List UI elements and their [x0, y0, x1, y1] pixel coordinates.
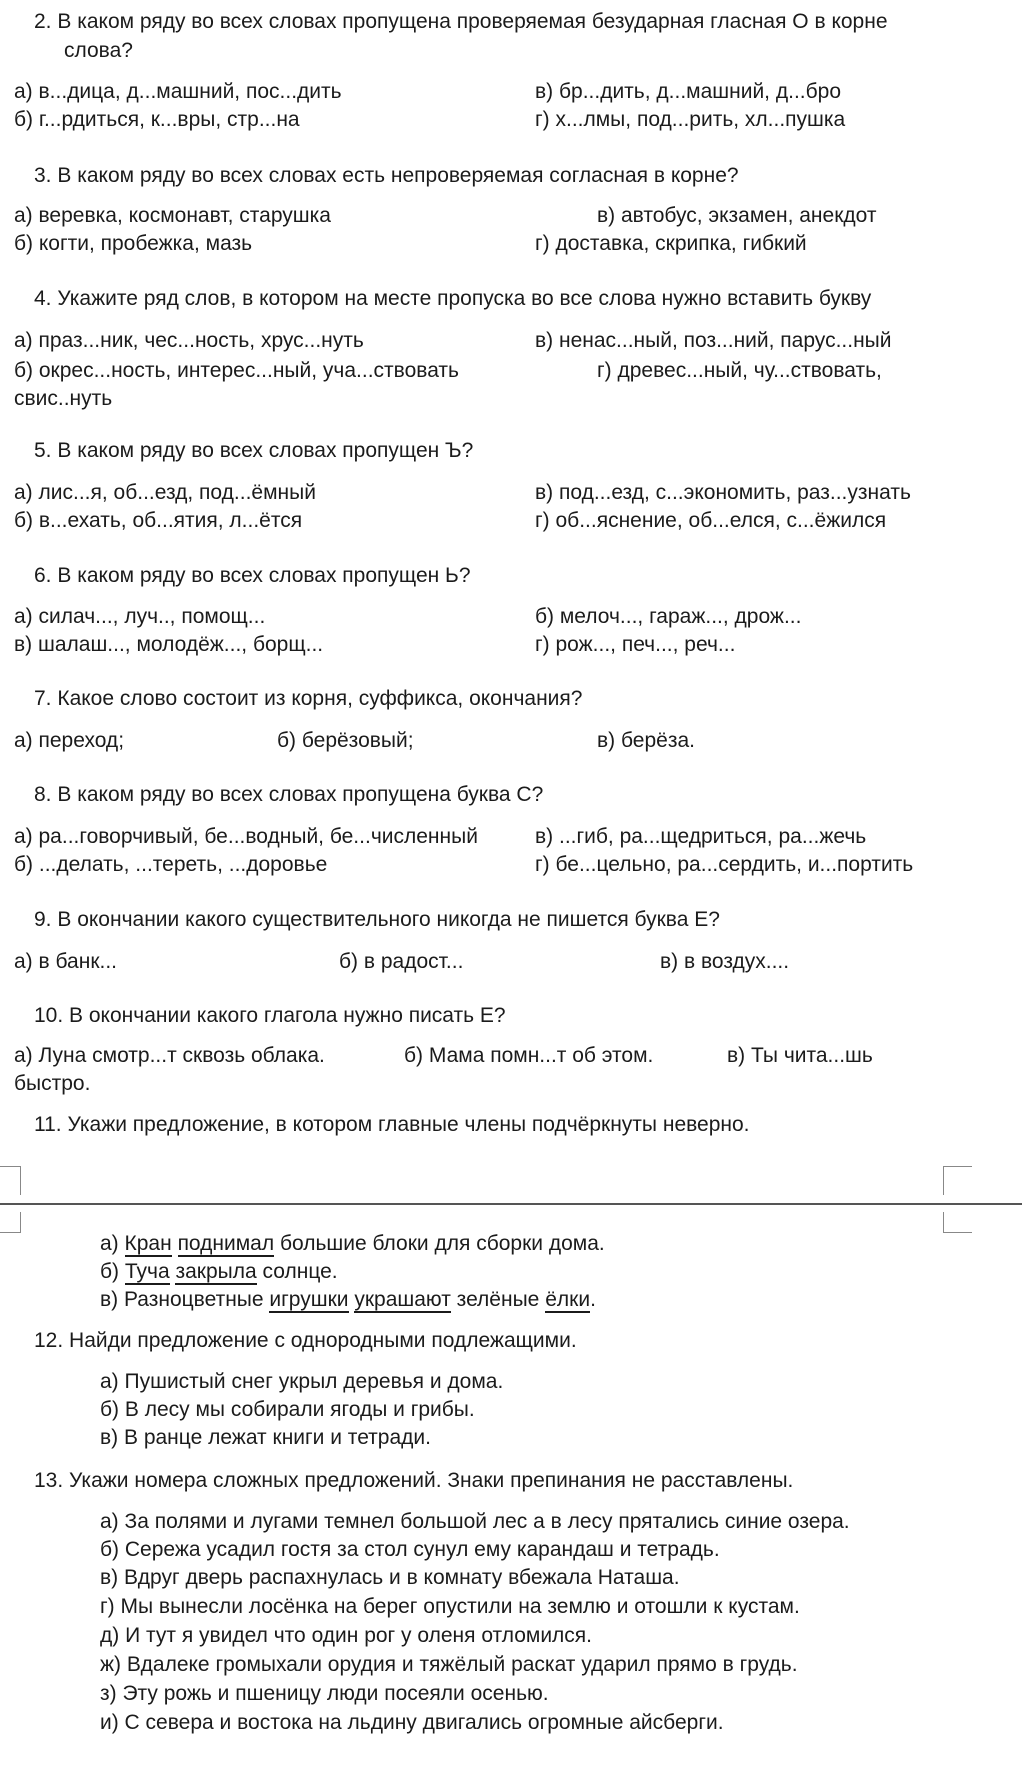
q4-title: 4. Укажите ряд слов, в котором на месте пропуска во все слова нужно вставить букву — [34, 287, 872, 310]
q13-item: д) И тут я увидел что один рог у оленя отломился. — [100, 1624, 593, 1647]
q2-option-a: а) в...дица, д...машний, пос...дить — [14, 80, 342, 103]
q11-a-space — [172, 1232, 178, 1255]
q11-a-prefix: а) — [100, 1232, 125, 1255]
q6-option-v: в) шалаш..., молодёж..., борщ... — [14, 633, 324, 656]
q5-option-a: а) лис...я, об...езд, под...ёмный — [14, 481, 316, 504]
q13-item: г) Мы вынесли лосёнка на берег опустили на землю и отошли к кустам. — [100, 1595, 800, 1618]
q13-item: з) Эту рожь и пшеницу люди посеяли осенью. — [100, 1682, 549, 1705]
q12-option-b: б) В лесу мы собирали ягоды и грибы. — [100, 1398, 475, 1421]
q6-option-a: а) силач..., луч.., помощ... — [14, 605, 266, 628]
q11-option-b — [100, 1258, 338, 1286]
q3-title: 3. В каком ряду во всех словах есть непроверяемая согласная в корне? — [34, 164, 739, 187]
q5-option-v: в) под...езд, с...экономить, раз...узнать — [535, 481, 911, 504]
q4-option-g-cont: свис..нуть — [14, 387, 113, 410]
q11-v-prefix: в) Разноцветные — [100, 1288, 270, 1311]
q13-item: а) За полями и лугами темнел большой лес а в лесу прятались синие озера. — [100, 1510, 850, 1533]
q10-option-v-cont: быстро. — [14, 1072, 91, 1095]
q10-option-v: в) Ты чита...шь — [727, 1044, 873, 1067]
q11-b-predicate: закрыла — [175, 1260, 257, 1283]
page-corner-left-bottom — [0, 1212, 21, 1233]
q5-option-g: г) об...яснение, об...елся, с...ёжился — [535, 509, 887, 532]
q11-b-prefix: б) — [100, 1260, 125, 1283]
q2-title: 2. В каком ряду во всех словах пропущена проверяемая безударная гласная О в корне — [34, 10, 888, 33]
q11-b-subject: Туча — [124, 1260, 170, 1283]
q13-item: б) Сережа усадил гостя за стол сунул ему карандаш и тетрадь. — [100, 1538, 720, 1561]
q11-option-a — [100, 1230, 605, 1258]
q11-a-subject: Кран — [124, 1232, 172, 1255]
q12-option-a: а) Пушистый снег укрыл деревья и дома. — [100, 1370, 504, 1393]
q6-title: 6. В каком ряду во всех словах пропущен Ь? — [34, 564, 471, 587]
q13-item: в) Вдруг дверь распахнулась и в комнату вбежала Наташа. — [100, 1566, 680, 1589]
q2-option-v: в) бр...дить, д...машний, д...бро — [535, 80, 841, 103]
q3-option-b: б) когти, пробежка, мазь — [14, 232, 253, 255]
q3-option-a: а) веревка, космонавт, старушка — [14, 204, 331, 227]
q8-option-a: а) ра...говорчивый, бе...водный, бе...численный — [14, 825, 478, 848]
q11-option-v — [100, 1286, 596, 1314]
q12-title: 12. Найди предложение с однородными подлежащими. — [34, 1329, 577, 1352]
q4-option-b: б) окрес...ность, интерес...ный, уча...ствовать — [14, 359, 459, 382]
q7-title: 7. Какое слово состоит из корня, суффикса, окончания? — [34, 687, 583, 710]
q10-option-a: а) Луна смотр...т сквозь облака. — [14, 1044, 325, 1067]
q3-option-v: в) автобус, экзамен, анекдот — [597, 204, 877, 227]
q6-option-b: б) мелоч..., гараж..., дрож... — [535, 605, 802, 628]
q5-title: 5. В каком ряду во всех словах пропущен Ъ? — [34, 439, 474, 462]
q13-title: 13. Укажи номера сложных предложений. Знаки препинания не расставлены. — [34, 1469, 794, 1492]
q8-title: 8. В каком ряду во всех словах пропущена буква С? — [34, 783, 544, 806]
q11-a-predicate: поднимал — [177, 1232, 275, 1255]
page-divider — [0, 1203, 1022, 1205]
q9-option-b: б) в радост... — [339, 950, 464, 973]
q7-option-v: в) берёза. — [597, 729, 695, 752]
q11-v-subject: игрушки — [269, 1288, 349, 1311]
q6-option-g: г) рож..., печ..., реч... — [535, 633, 736, 656]
page-corner-right-top — [943, 1166, 972, 1195]
page-corner-right-bottom — [943, 1212, 972, 1233]
q8-option-g: г) бе...цельно, ра...сердить, и...портить — [535, 853, 914, 876]
q4-option-a: а) праз...ник, чес...ность, хрус...нуть — [14, 329, 364, 352]
q7-option-a: а) переход; — [14, 729, 125, 752]
q8-option-v: в) ...гиб, ра...щедриться, ра...жечь — [535, 825, 867, 848]
q11-v-predicate: украшают — [354, 1288, 451, 1311]
q9-option-v: в) в воздух.... — [660, 950, 790, 973]
q7-option-b: б) берёзовый; — [277, 729, 414, 752]
q11-title: 11. Укажи предложение, в котором главные члены подчёркнуты неверно. — [34, 1113, 750, 1136]
q13-item: ж) Вдалеке громыхали орудия и тяжёлый раскат ударил прямо в грудь. — [100, 1653, 798, 1676]
q9-option-a: а) в банк... — [14, 950, 118, 973]
q11-v-object: ёлки — [545, 1288, 591, 1311]
q10-option-b: б) Мама помн...т об этом. — [404, 1044, 654, 1067]
q11-a-rest: большие блоки для сборки дома. — [274, 1232, 605, 1255]
q9-title: 9. В окончании какого существительного никогда не пишется буква Е? — [34, 908, 720, 931]
q5-option-b: б) в...ехать, об...ятия, л...ётся — [14, 509, 303, 532]
q2-title-cont: слова? — [64, 39, 133, 62]
q11-v-middle: зелёные — [450, 1288, 546, 1311]
q2-option-b: б) г...рдиться, к...вры, стр...на — [14, 108, 300, 131]
q4-option-v: в) ненас...ный, поз...ний, парус...ный — [535, 329, 892, 352]
q10-title: 10. В окончании какого глагола нужно писать Е? — [34, 1004, 506, 1027]
page-corner-left-top — [0, 1166, 21, 1195]
q2-option-g: г) х...лмы, под...рить, хл...пушка — [535, 108, 846, 131]
q12-option-v: в) В ранце лежат книги и тетради. — [100, 1426, 431, 1449]
q11-v-rest: . — [590, 1288, 596, 1311]
q11-b-rest: солнце. — [256, 1260, 338, 1283]
q3-option-g: г) доставка, скрипка, гибкий — [535, 232, 807, 255]
q4-option-g: г) древес...ный, чу...ствовать, — [597, 359, 882, 382]
q13-item: и) С севера и востока на льдину двигались огромные айсберги. — [100, 1711, 724, 1734]
q8-option-b: б) ...делать, ...тереть, ...доровье — [14, 853, 328, 876]
